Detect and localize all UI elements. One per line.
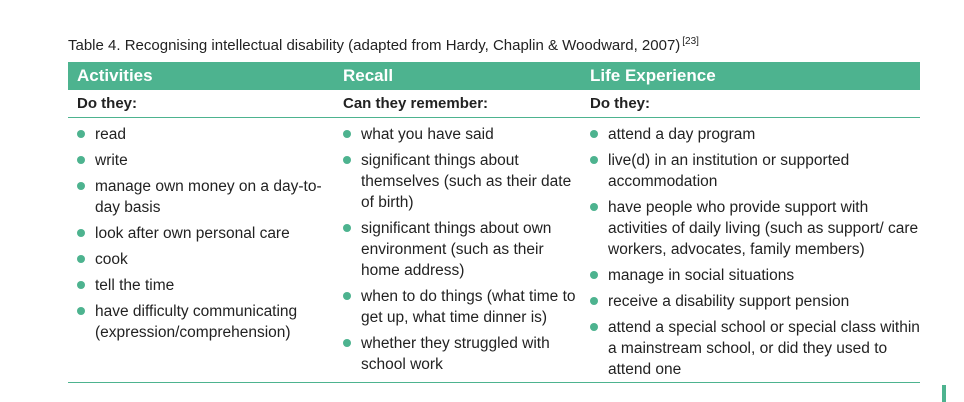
recognition-table	[68, 62, 920, 383]
table-header-row	[68, 62, 920, 90]
table-caption	[68, 36, 699, 54]
list-item: what you have said	[343, 124, 581, 145]
list-item: attend a special school or special class within a mainstream school, or did they used to attend one	[590, 317, 920, 380]
column-header-recall: Recall	[343, 66, 394, 85]
list-item: significant things about own environment (such as their home address)	[343, 218, 581, 281]
list-item: attend a day program	[590, 124, 920, 145]
list-item: manage own money on a day-to-day basis	[77, 176, 334, 218]
table-body-row	[68, 118, 920, 383]
list-item: have people who provide support with activities of daily living (such as support/ care workers, advocates, family members)	[590, 197, 920, 260]
recall-cell	[334, 124, 581, 382]
list-item: write	[77, 150, 334, 171]
list-item: cook	[77, 249, 334, 270]
caption-text: Table 4. Recognising intellectual disability (adapted from Hardy, Chaplin & Woodward, 2007)	[68, 37, 681, 54]
list-item: have difficulty communicating (expression/comprehension)	[77, 301, 334, 343]
subheader-life-experience: Do they:	[590, 95, 650, 112]
list-item: receive a disability support pension	[590, 291, 920, 312]
list-item: significant things about themselves (such as their date of birth)	[343, 150, 581, 213]
subheader-activities: Do they:	[77, 95, 137, 112]
column-header-life-experience: Life Experience	[590, 66, 716, 85]
list-item: when to do things (what time to get up, what time dinner is)	[343, 286, 581, 328]
recall-list	[343, 124, 581, 375]
life-experience-cell	[581, 124, 920, 382]
list-item: look after own personal care	[77, 223, 334, 244]
list-item: manage in social situations	[590, 265, 920, 286]
list-item: live(d) in an institution or supported accommodation	[590, 150, 920, 192]
activities-list	[77, 124, 334, 343]
page-edge-mark	[942, 385, 946, 402]
column-header-activities: Activities	[77, 66, 153, 85]
list-item: whether they struggled with school work	[343, 333, 581, 375]
life-experience-list	[590, 124, 920, 380]
caption-reference: [23]	[682, 36, 699, 47]
list-item: read	[77, 124, 334, 145]
activities-cell	[68, 124, 334, 382]
subheader-recall: Can they remember:	[343, 95, 489, 112]
list-item: tell the time	[77, 275, 334, 296]
table-subheader-row	[68, 90, 920, 118]
